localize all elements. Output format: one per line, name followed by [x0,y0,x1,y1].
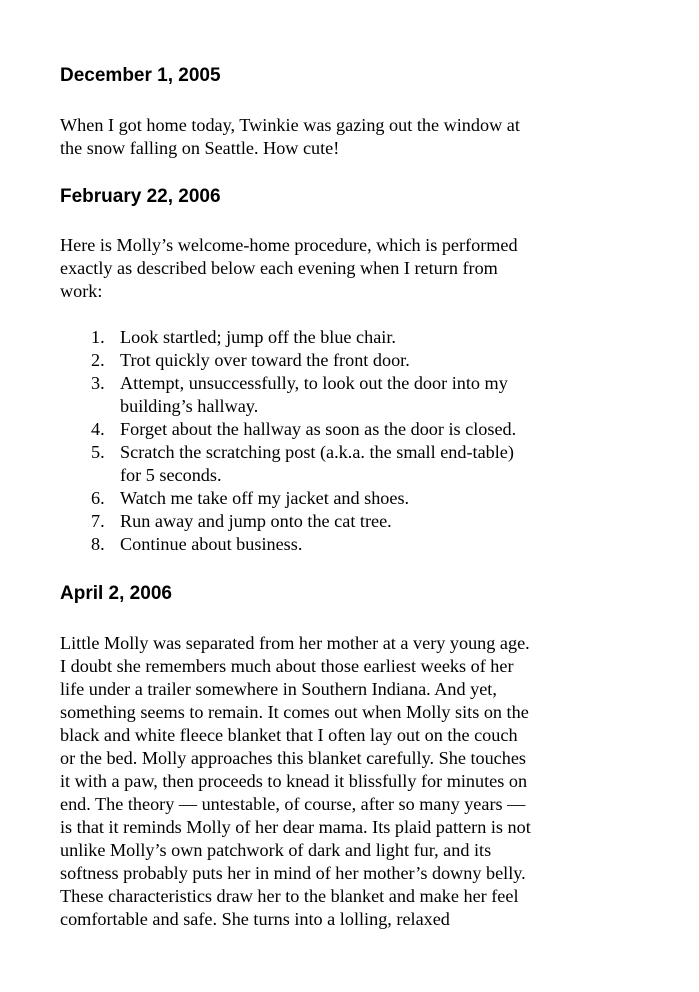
text-line: exactly as described below each evening when I return from [60,258,498,278]
entry-paragraph [60,632,590,931]
list-number: 1. [91,327,105,347]
list-number: 4. [91,419,105,439]
text-line: black and white fleece blanket that I often lay out on the couch [60,725,518,745]
list-number: 6. [91,488,105,508]
text-line: end. The theory — untestable, of course, after so many years — [60,794,526,814]
list-item-text: Scratch the scratching post (a.k.a. the small end-table) [120,442,514,462]
list-number: 7. [91,511,105,531]
text-line: work: [60,281,103,301]
text-line: unlike Molly’s own patchwork of dark and light fur, and its [60,840,492,860]
text-line: When I got home today, Twinkie was gazing out the window at [60,115,520,135]
list-item [60,372,516,418]
list-item-text: Continue about business. [120,534,303,554]
list-item [60,487,516,510]
text-line: These characteristics draw her to the blanket and make her feel [60,886,519,906]
list-item-text: Trot quickly over toward the front door. [120,350,410,370]
list-item [60,441,516,487]
list-item [60,510,516,533]
text-line: it with a paw, then proceeds to knead it blissfully for minutes on [60,771,528,791]
text-line: the snow falling on Seattle. How cute! [60,138,340,158]
list-number: 2. [91,350,105,370]
entry-paragraph [60,114,590,160]
list-item-text: Run away and jump onto the cat tree. [120,511,392,531]
list-item [60,349,516,372]
list-item-text: for 5 seconds. [120,465,222,485]
list-item [60,533,516,556]
text-line: or the bed. Molly approaches this blanket carefully. She touches [60,748,527,768]
list-item-text: building’s hallway. [120,396,259,416]
text-line: Here is Molly’s welcome-home procedure, which is performed [60,235,518,255]
list-item [60,326,516,349]
entry-paragraph [60,234,590,303]
welcome-home-procedure-list [60,326,516,556]
list-number: 5. [91,442,105,462]
list-item-text: Look startled; jump off the blue chair. [120,327,396,347]
text-line: something seems to remain. It comes out when Molly sits on the [60,702,529,722]
entry-date-heading: April 2, 2006 [60,583,172,604]
text-line: Little Molly was separated from her mother at a very young age. [60,633,530,653]
text-line: comfortable and safe. She turns into a lolling, relaxed [60,909,450,929]
list-item-text: Watch me take off my jacket and shoes. [120,488,410,508]
entry-date-heading: February 22, 2006 [60,186,221,207]
text-line: I doubt she remembers much about those earliest weeks of her [60,656,514,676]
list-item-text: Attempt, unsuccessfully, to look out the door into my [120,373,508,393]
list-item-text: Forget about the hallway as soon as the door is closed. [120,419,517,439]
list-number: 3. [91,373,105,393]
text-line: is that it reminds Molly of her dear mama. Its plaid pattern is not [60,817,531,837]
text-line: life under a trailer somewhere in Southern Indiana. And yet, [60,679,497,699]
entry-date-heading: December 1, 2005 [60,65,221,86]
text-line: softness probably puts her in mind of her mother’s downy belly. [60,863,526,883]
list-item [60,418,516,441]
list-number: 8. [91,534,105,554]
